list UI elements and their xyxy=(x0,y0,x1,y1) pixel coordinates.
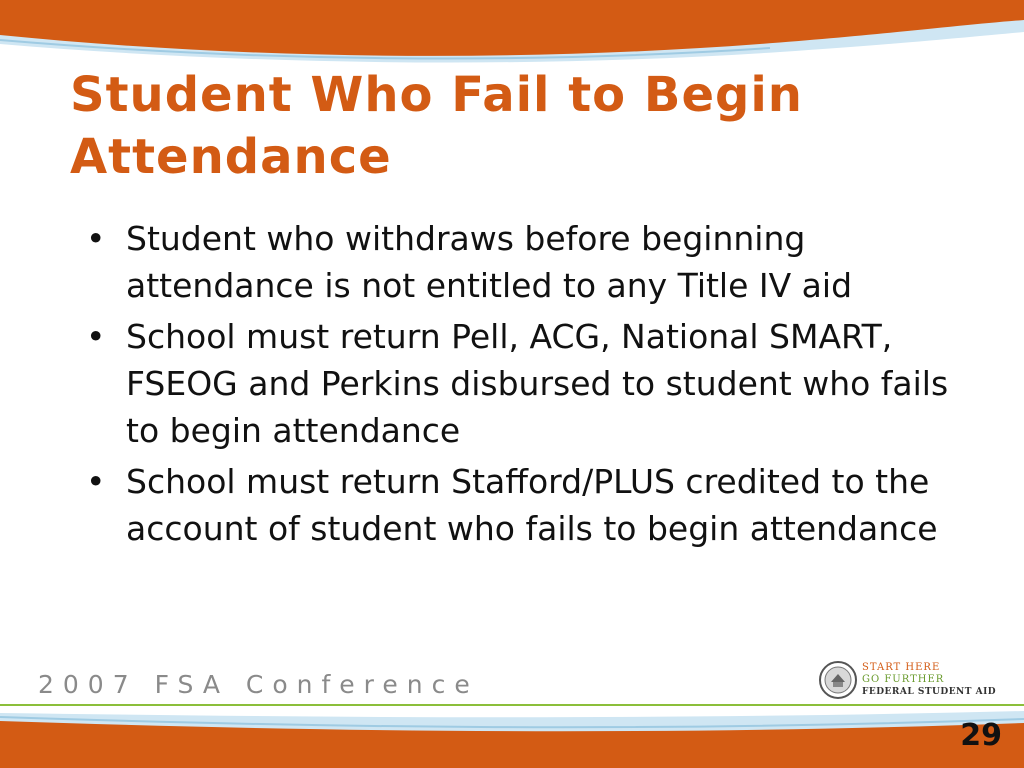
slide-title: Student Who Fail to Begin Attendance xyxy=(70,67,803,185)
bullet-list xyxy=(86,215,966,556)
department-seal-icon xyxy=(818,660,858,700)
conference-label: 2007 FSA Conference xyxy=(38,670,479,699)
bullet-marker: • xyxy=(86,317,106,356)
page-number: 29 xyxy=(960,718,1002,753)
bullet-marker: • xyxy=(86,219,106,258)
bullet-item xyxy=(86,313,966,454)
bullet-item xyxy=(86,215,966,309)
bullet-marker: • xyxy=(86,462,106,501)
top-decorative-band xyxy=(0,0,1024,70)
bullet-text: Student who withdraws before beginning attendance is not entitled to any Title IV aid xyxy=(126,219,853,305)
bullet-item xyxy=(86,458,966,552)
fsa-logo xyxy=(818,660,1018,705)
logo-tagline-further: GO FURTHER xyxy=(862,674,945,685)
bullet-text: School must return Pell, ACG, National SMART, FSEOG and Perkins disbursed to student who fails to begin attendance xyxy=(126,317,949,450)
logo-agency-name: FEDERAL STUDENT AID xyxy=(862,687,997,697)
logo-tagline-start: START HERE xyxy=(862,662,941,673)
bullet-text: School must return Stafford/PLUS credited to the account of student who fails to begin attendance xyxy=(126,462,938,548)
